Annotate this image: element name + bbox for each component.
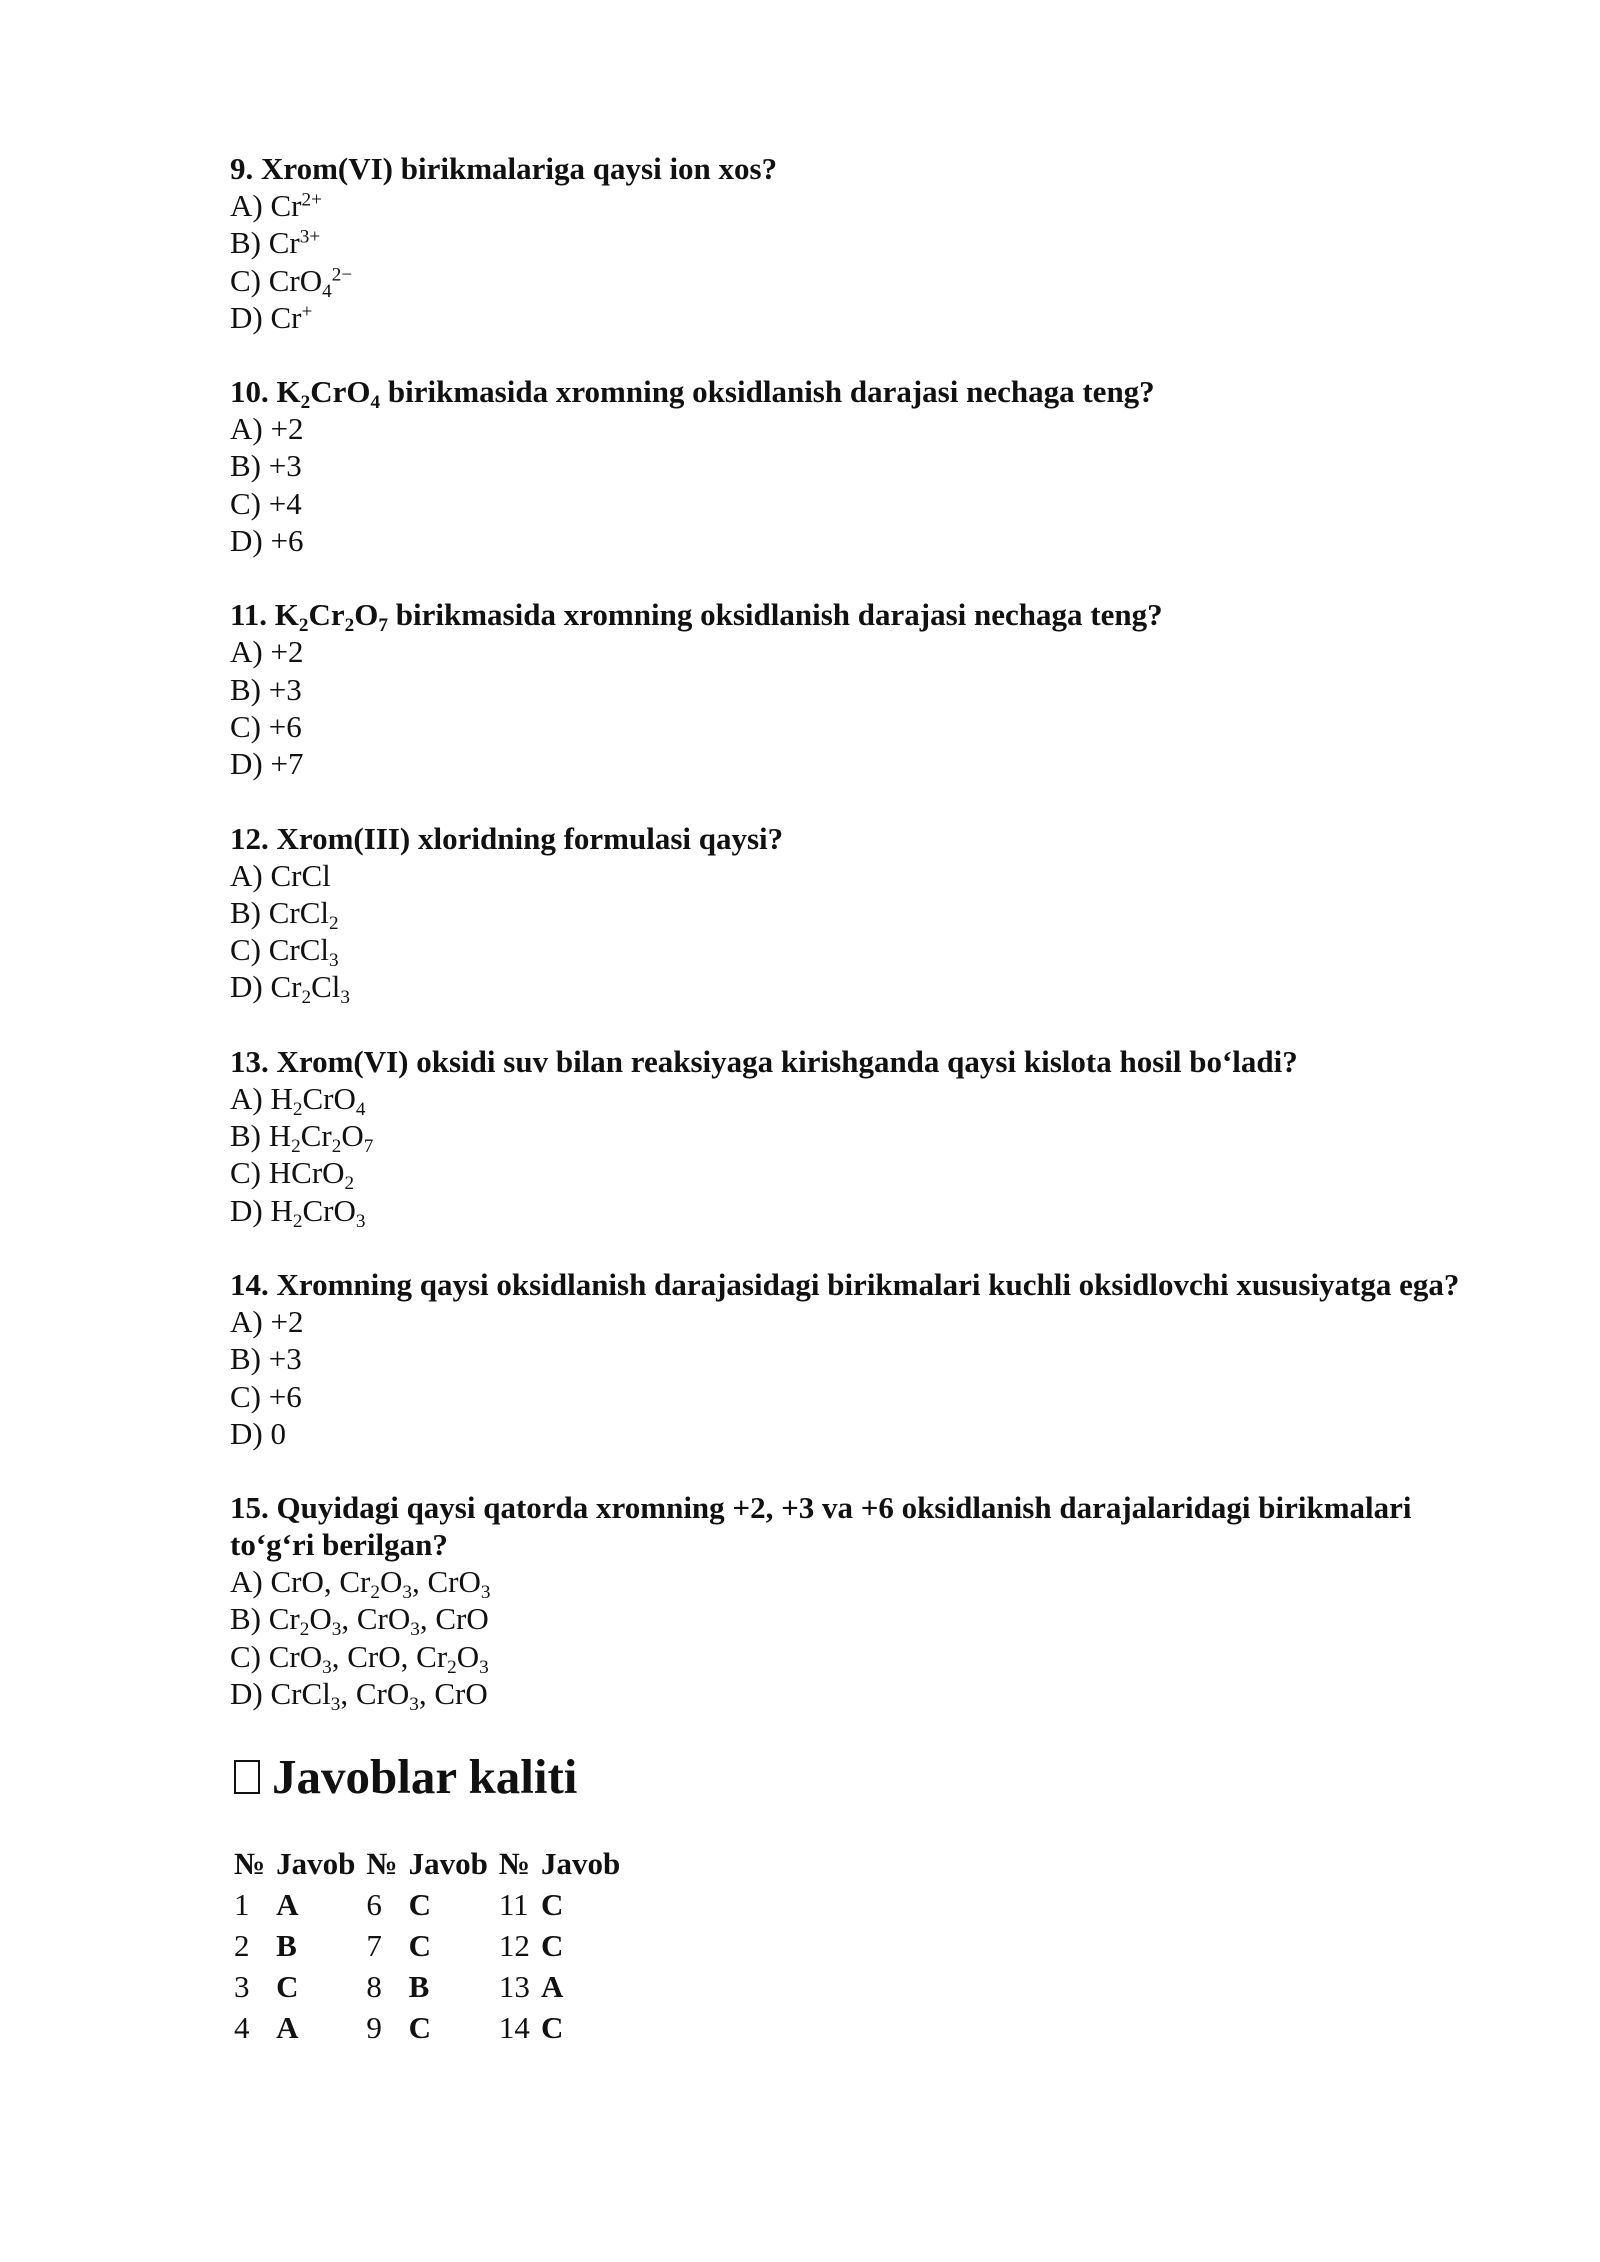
subscript: 2 (291, 1136, 301, 1158)
text-run: O (354, 597, 379, 633)
answer-key-heading (230, 1749, 1470, 1805)
text-run: A) CrCl (230, 857, 331, 893)
question-block (230, 373, 1470, 559)
text-run: CrO (310, 374, 371, 410)
subscript: 4 (370, 392, 381, 414)
subscript: 7 (363, 1136, 374, 1158)
text-run: A) H (230, 1080, 293, 1116)
text-run: 14. Xromning qaysi oksidlanish darajasidagi birikmalari kuchli oksidlovchi xususiyatga ega? (230, 1266, 1460, 1302)
text-run: C) HCrO (230, 1155, 345, 1191)
answer-letter-cell: A (540, 1969, 564, 2005)
answer-option (230, 485, 1470, 522)
question-block (230, 150, 1470, 336)
answer-option (230, 1415, 1470, 1452)
subscript: 2 (447, 1656, 457, 1678)
answer-option (230, 224, 1470, 261)
subscript: 2 (344, 1173, 355, 1195)
answer-letter-cell: C (408, 1928, 431, 1964)
answer-letter-cell: C (408, 2010, 431, 2046)
text-run: D) 0 (230, 1415, 286, 1451)
text-run: B) +3 (230, 448, 302, 484)
text-run: birikmasida xromning oksidlanish darajasi nechaga teng? (380, 374, 1155, 410)
answer-letter-cell: C (540, 2010, 564, 2046)
question-list (230, 150, 1470, 1716)
question-title (230, 820, 1470, 857)
text-run: CrO (302, 1080, 356, 1116)
answer-option (230, 1154, 1470, 1195)
subscript: 2 (370, 1582, 380, 1604)
question-block (230, 1489, 1470, 1716)
subscript: 2 (298, 615, 309, 637)
text-run: O (456, 1638, 480, 1674)
text-run: 9. Xrom(VI) birikmalariga qaysi ion xos? (230, 151, 778, 186)
text-run: , CrO (419, 1601, 489, 1637)
answer-option (230, 187, 1470, 224)
text-run: birikmasida xromning oksidlanish darajasi nechaga teng? (388, 597, 1163, 633)
text-run: B) Cr (230, 225, 300, 261)
question-number-cell: 4 (234, 2010, 250, 2046)
answer-option (230, 522, 1470, 559)
text-run: Cr (308, 597, 345, 633)
text-run: O (341, 1118, 364, 1154)
text-run: D) CrCl (230, 1676, 331, 1712)
answer-option (230, 857, 1470, 894)
question-number-cell: 7 (366, 1928, 382, 1964)
answer-option (230, 671, 1470, 708)
question-number-cell: 2 (234, 1928, 250, 1964)
subscript: 2 (344, 615, 355, 637)
answer-option (230, 410, 1470, 447)
text-run: , CrO, Cr (331, 1638, 448, 1674)
text-run: D) +7 (230, 746, 304, 782)
answer-key-header-row (230, 1843, 627, 1884)
answer-key-title: Javoblar kaliti (272, 1749, 578, 1805)
answer-option (230, 745, 1470, 782)
answer-option (230, 299, 1470, 336)
question-title (230, 373, 1470, 414)
text-run: Cl (311, 969, 341, 1005)
answer-letter-cell: C (540, 1928, 564, 1964)
column-header: Javob (276, 1846, 356, 1882)
subscript: 3 (340, 987, 350, 1009)
text-run: 13. Xrom(VI) oksidi suv bilan reaksiyaga kirishganda qaysi kislota hosil bo‘ladi? (230, 1043, 1298, 1079)
answer-option (230, 894, 1470, 934)
column-header: Javob (540, 1846, 621, 1882)
question-title (230, 150, 1470, 187)
answer-option (230, 1378, 1470, 1415)
subscript: 4 (355, 1098, 366, 1120)
answer-letter-cell: C (408, 1887, 431, 1923)
text-run: C) +6 (230, 708, 302, 744)
question-number-cell: 8 (366, 1969, 382, 2005)
question-block (230, 820, 1470, 1009)
question-block (230, 1266, 1470, 1452)
answer-option (230, 1117, 1470, 1158)
question-title (230, 1266, 1470, 1303)
answer-option (230, 968, 1470, 1009)
subscript: 3 (355, 1210, 366, 1232)
text-run: B) Cr (230, 1601, 300, 1637)
text-run: B) +3 (230, 671, 302, 707)
text-run: 10. K (230, 374, 301, 410)
text-run: A) +2 (230, 411, 304, 447)
answer-option (230, 262, 1470, 302)
question-number-cell: 3 (234, 1969, 250, 2005)
subscript: 3 (402, 1582, 412, 1604)
text-run: Cr (300, 1118, 332, 1154)
text-run: O (379, 1564, 403, 1600)
text-run: , CrO (340, 1676, 410, 1712)
subscript: 2 (292, 1210, 303, 1232)
subscript: 3 (480, 1582, 491, 1604)
question-number-cell: 1 (234, 1887, 250, 1923)
question-number-cell: 11 (498, 1887, 529, 1923)
text-run: A) +2 (230, 634, 304, 670)
answer-key-table (230, 1843, 627, 2048)
key-icon (234, 1760, 260, 1794)
text-run: D) +6 (230, 523, 304, 559)
subscript: 3 (410, 1619, 420, 1641)
text-run: A) +2 (230, 1303, 304, 1339)
text-run: A) CrO, Cr (230, 1564, 371, 1600)
subscript: 2 (329, 913, 339, 934)
answer-letter-cell: C (276, 1969, 299, 2005)
table-row (230, 1925, 627, 1966)
answer-option (230, 633, 1470, 670)
text-run: O (309, 1601, 332, 1637)
subscript: 3 (329, 950, 339, 972)
question-title (230, 1043, 1470, 1080)
answer-option (230, 1675, 1470, 1716)
answer-letter-cell: C (540, 1887, 564, 1923)
superscript: + (301, 301, 313, 323)
answer-option (230, 447, 1470, 484)
text-run: , CrO (411, 1564, 481, 1600)
column-header: Javob (408, 1846, 488, 1882)
text-run: C) CrO (230, 1638, 323, 1674)
text-run: C) CrCl (230, 932, 330, 968)
answer-option (230, 708, 1470, 745)
text-run: D) Cr (230, 299, 302, 335)
text-run: 11. K (230, 597, 299, 633)
subscript: 2 (331, 1136, 342, 1158)
question-number-cell: 13 (498, 1969, 530, 2005)
subscript: 7 (378, 615, 389, 637)
subscript: 2 (301, 987, 312, 1009)
column-header: № (234, 1846, 266, 1882)
answer-option (230, 1563, 1470, 1604)
text-run: CrO (302, 1192, 356, 1228)
subscript: 3 (322, 1656, 332, 1678)
text-run: B) +3 (230, 1341, 302, 1377)
text-run: C) +4 (230, 485, 302, 521)
text-run: A) Cr (230, 188, 302, 223)
question-number-cell: 14 (498, 2010, 530, 2046)
answer-letter-cell: A (276, 2010, 299, 2046)
answer-letter-cell: A (276, 1887, 299, 1923)
subscript: 3 (409, 1694, 419, 1716)
column-header: № (366, 1846, 398, 1882)
column-header: № (498, 1846, 530, 1882)
subscript: 3 (331, 1619, 342, 1641)
text-run: 12. Xrom(III) xloridning formulasi qaysi? (230, 820, 784, 856)
answer-option (230, 1340, 1470, 1377)
answer-option (230, 1303, 1470, 1340)
text-run: 15. Quyidagi qaysi qatorda xromning +2, +3 va +6 oksidlanish darajalaridagi birikmalari to‘g‘ri berilgan? (230, 1490, 1412, 1563)
text-run: , CrO (341, 1601, 411, 1637)
question-number-cell: 9 (366, 2010, 382, 2046)
document-page (230, 150, 1470, 2048)
question-block (230, 596, 1470, 782)
answer-option (230, 1080, 1470, 1120)
text-run: C) +6 (230, 1378, 302, 1414)
superscript: 2+ (301, 189, 322, 211)
subscript: 3 (330, 1694, 341, 1716)
table-row (230, 1966, 627, 2007)
question-block (230, 1043, 1470, 1232)
text-run: C) CrO (230, 262, 323, 298)
text-run: B) H (230, 1118, 292, 1154)
subscript: 3 (479, 1656, 489, 1678)
question-title (230, 596, 1470, 637)
text-run: B) CrCl (230, 894, 330, 930)
text-run: , CrO (418, 1676, 488, 1712)
answer-option (230, 1192, 1470, 1232)
superscript: 3+ (299, 226, 321, 248)
subscript: 4 (322, 280, 332, 302)
answer-option (230, 1638, 1470, 1678)
subscript: 2 (299, 1619, 310, 1641)
question-number-cell: 6 (366, 1887, 382, 1923)
text-run: D) Cr (230, 969, 302, 1005)
answer-letter-cell: B (408, 1969, 430, 2005)
answer-option (230, 1600, 1470, 1641)
subscript: 2 (292, 1098, 303, 1120)
question-number-cell: 12 (498, 1928, 530, 1964)
superscript: 2− (331, 264, 353, 286)
answer-option (230, 931, 1470, 972)
text-run: D) H (230, 1192, 293, 1228)
subscript: 2 (300, 392, 311, 414)
table-row (230, 2007, 627, 2048)
question-title (230, 1489, 1470, 1563)
answer-letter-cell: B (276, 1928, 297, 1964)
table-row (230, 1884, 627, 1925)
